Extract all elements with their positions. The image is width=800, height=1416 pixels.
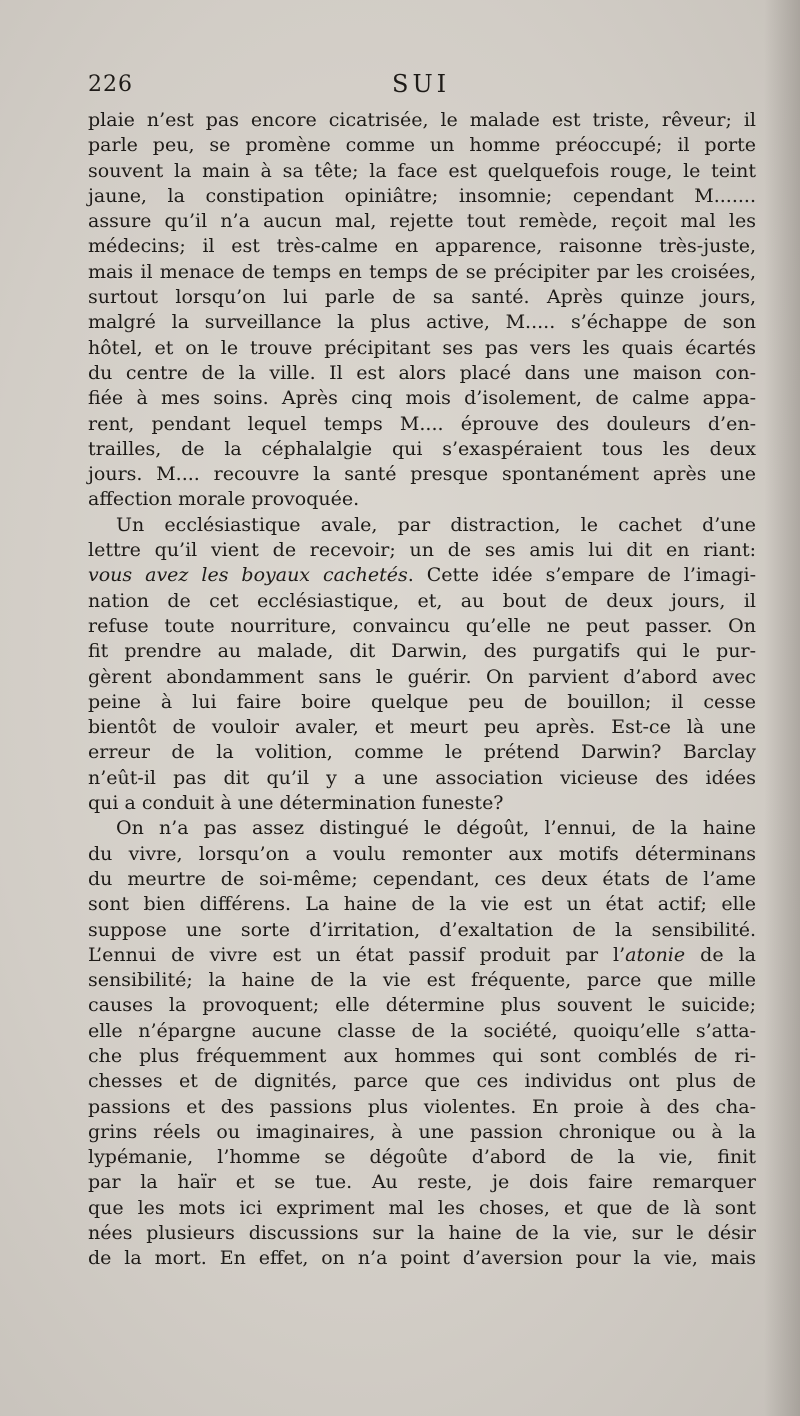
text-line: jaune, la constipation opiniâtre; insomnie; cependant M....... [88, 184, 756, 207]
text-line: On n’a pas assez distingué le dégoût, l’ennui, de la haine [116, 817, 756, 840]
page-header [88, 70, 756, 106]
page-gutter-shadow [764, 0, 800, 1416]
text-line: bientôt de vouloir avaler, et meurt peu après. Est-ce là une [88, 716, 756, 739]
text-line: lypémanie, l’homme se dégoûte d’abord de la vie, finit [88, 1146, 756, 1169]
text-line: par la haïr et se tue. Au reste, je dois faire remarquer [88, 1171, 756, 1194]
text-line: causes la provoquent; elle détermine plus souvent le suicide; [88, 994, 756, 1017]
text-line: malgré la surveillance la plus active, M..... s’échappe de son [88, 311, 756, 334]
text-line: qui a conduit à une détermination funeste? [88, 792, 504, 815]
text-line: nées plusieurs discussions sur la haine de la vie, sur le désir [88, 1222, 756, 1245]
text-line: grins réels ou imaginaires, à une passion chronique ou à la [88, 1120, 756, 1143]
text-line: peine à lui faire boire quelque peu de bouillon; il cesse [88, 690, 756, 713]
text-line: plaie n’est pas encore cicatrisée, le malade est triste, rêveur; il [88, 109, 756, 131]
text-line: que les mots ici expriment mal les choses, et que de là sont [88, 1196, 756, 1219]
text-line: parle peu, se promène comme un homme préoccupé; il porte [88, 134, 756, 157]
text-line: affection morale provoquée. [88, 488, 360, 511]
text-line: du meurtre de soi-même; cependant, ces deux états de l’ame [88, 867, 756, 890]
text-line: suppose une sorte d’irritation, d’exaltation de la sensibilité. [88, 918, 756, 941]
text-line: refuse toute nourriture, convaincu qu’elle ne peut passer. On [88, 614, 756, 637]
text-line: Un ecclésiastique avale, par distraction, le cachet d’une [116, 513, 756, 536]
text-line: n’eût-il pas dit qu’il y a une association vicieuse des idées [88, 766, 756, 789]
text-line-italic-lead: vous avez les boyaux cachetés. Cette idée s’empare de l’imagi- [88, 564, 757, 587]
text-line: jours. M.... recouvre la santé presque spontanément après une [88, 463, 756, 486]
text-line: sensibilité; la haine de la vie est fréquente, parce que mille [88, 969, 756, 992]
text-line: fit prendre au malade, dit Darwin, des purgatifs qui le pur- [88, 640, 756, 663]
text-line: sont bien différens. La haine de la vie est un état actif; elle [88, 893, 756, 916]
italic-emphasis: atonie [625, 943, 686, 966]
text-line: che plus fréquemment aux hommes qui sont comblés de ri- [88, 1044, 756, 1067]
text-line: mais il menace de temps en temps de se précipiter par les croisées, [88, 260, 756, 283]
text-line: du vivre, lorsqu’on a voulu remonter aux motifs déterminans [88, 842, 756, 865]
text-line: du centre de la ville. Il est alors placé dans une maison con- [88, 361, 756, 384]
text-line: L’ennui de vivre est un état passif produit par l’atonie de la [88, 943, 757, 966]
text-line: assure qu’il n’a aucun mal, rejette tout remède, reçoit mal les [88, 210, 756, 233]
text-line: lettre qu’il vient de recevoir; un de ses amis lui dit en riant: [88, 539, 756, 562]
text-line: gèrent abondamment sans le guérir. On parvient d’abord avec [88, 665, 756, 688]
text-line: nation de cet ecclésiastique, et, au bout de deux jours, il [88, 589, 756, 612]
running-head: SUI [392, 70, 451, 98]
text-line: de la mort. En effet, on n’a point d’aversion pour la vie, mais [88, 1247, 756, 1270]
text-line: elle n’épargne aucune classe de la société, quoiqu’elle s’atta- [88, 1019, 756, 1042]
page-number: 226 [88, 72, 133, 97]
text-line: erreur de la volition, comme le prétend Darwin? Barclay [88, 741, 756, 764]
text-line: trailles, de la céphalalgie qui s’exaspéraient tous les deux [88, 437, 756, 460]
text-line: surtout lorsqu’on lui parle de sa santé. Après quinze jours, [88, 286, 756, 309]
body-text [88, 108, 756, 1272]
italic-emphasis: vous avez les boyaux cachetés [88, 564, 408, 587]
text-line: souvent la main à sa tête; la face est quelquefois rouge, le teint [88, 159, 756, 182]
text-line: rent, pendant lequel temps M.... éprouve des douleurs d’en- [88, 412, 756, 435]
text-line: fiée à mes soins. Après cinq mois d’isolement, de calme appa- [88, 387, 756, 410]
text-line: hôtel, et on le trouve précipitant ses pas vers les quais écartés [88, 336, 756, 359]
text-line: chesses et de dignités, parce que ces individus ont plus de [88, 1070, 756, 1093]
text-line: médecins; il est très-calme en apparence, raisonne très-juste, [88, 235, 756, 258]
text-line: passions et des passions plus violentes. En proie à des cha- [88, 1095, 756, 1118]
